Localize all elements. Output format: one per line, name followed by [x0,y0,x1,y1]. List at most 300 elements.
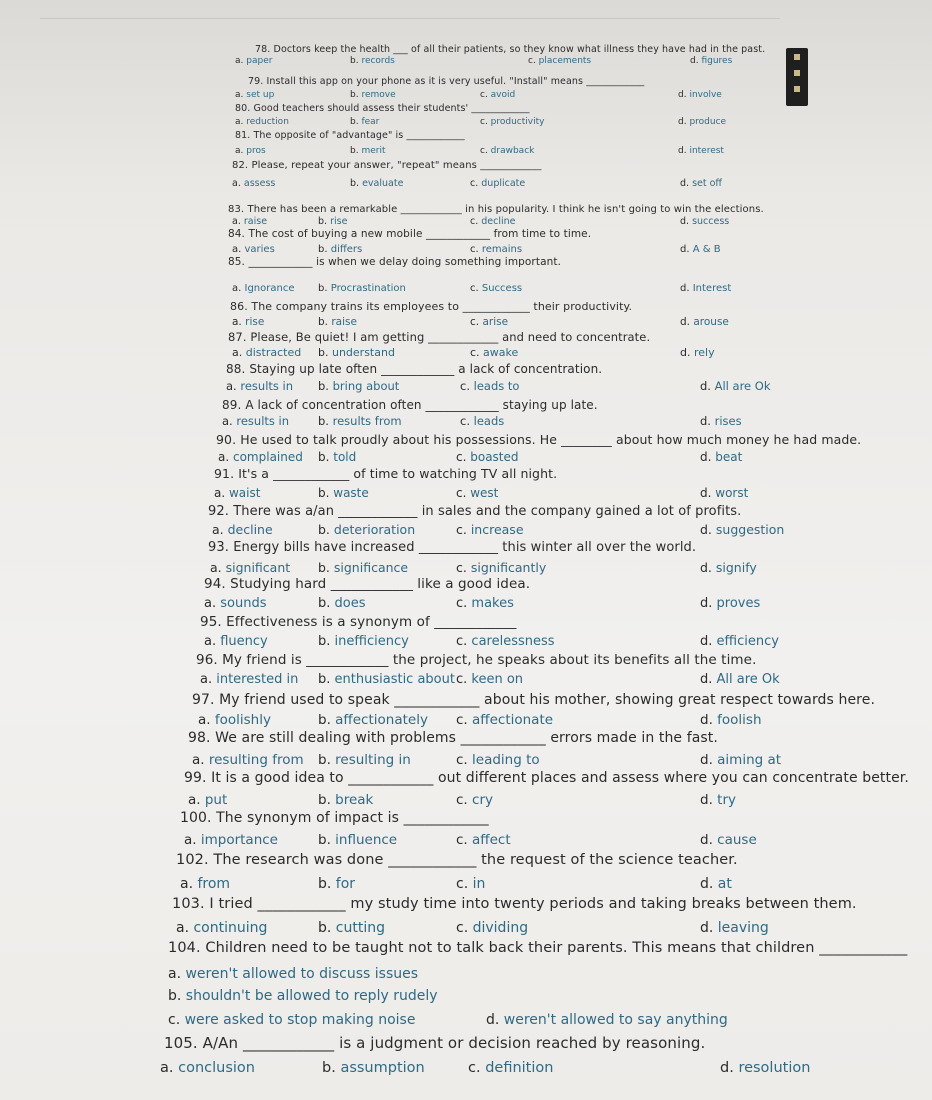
answer-option[interactable] [318,560,408,575]
answer-option[interactable] [318,522,415,537]
answer-option[interactable] [232,216,267,227]
question-stem [200,614,516,630]
answer-option[interactable] [235,56,272,66]
question-stem [235,130,465,141]
option-letter: c. [480,90,491,100]
answer-option[interactable] [678,117,726,127]
answer-option[interactable] [232,346,301,359]
answer-option[interactable] [318,283,406,294]
answer-option[interactable] [318,486,369,500]
question-number: 103. [172,896,210,912]
question-number: 80. [235,103,254,114]
option-text: raise [331,316,357,328]
answer-option[interactable] [192,752,304,768]
option-letter: d. [680,216,693,227]
option-text: records [361,56,395,66]
question-text: Children need to be taught not to talk back their parents. This means that children ____________ [205,940,908,956]
answer-option[interactable] [680,283,731,294]
option-text: drawback [490,146,535,156]
answer-option[interactable] [456,486,498,500]
question-number: 82. [232,160,252,171]
answer-option[interactable] [222,414,289,428]
answer-option[interactable] [468,1060,553,1076]
option-letter: c. [456,596,472,611]
option-text: differs [330,244,363,255]
answer-option[interactable] [184,832,278,848]
question-number: 92. [208,504,234,519]
option-text: does [334,596,366,611]
question-text: The opposite of "advantage" is ____________ [253,130,465,141]
answer-option[interactable] [680,216,729,227]
answer-option[interactable] [700,414,742,428]
option-letter: c. [460,379,474,393]
option-text: deterioration [333,522,416,537]
option-letter: b. [318,216,331,227]
answer-option[interactable] [456,920,528,936]
answer-option[interactable] [470,244,522,255]
answer-option[interactable] [318,672,455,687]
option-letter: a. [235,56,247,66]
question-stem [222,398,598,412]
option-text: dividing [472,920,529,936]
option-text: decline [481,216,516,227]
option-text: results in [240,379,294,393]
option-text: definition [485,1060,554,1076]
option-letter: d. [678,117,690,127]
option-text: efficiency [716,634,779,649]
answer-option[interactable] [470,346,518,359]
option-text: results from [332,414,402,428]
answer-option[interactable] [720,1060,810,1076]
answer-option[interactable] [168,1012,415,1028]
option-letter: a. [232,283,245,294]
option-letter: d. [700,450,716,464]
option-text: break [335,792,374,808]
answer-option[interactable] [700,634,779,649]
option-text: affectionately [335,712,428,728]
question-text: Staying up late often ____________ a lack of concentration. [249,362,603,376]
option-text: waist [228,486,261,500]
question-stem [176,852,738,868]
option-text: west [470,486,499,500]
top-rule [40,18,780,19]
option-letter: b. [318,560,334,575]
answer-option[interactable] [470,178,525,189]
question-stem [168,940,907,956]
option-text: varies [244,244,275,255]
question-number: 104. [168,940,206,956]
option-text: boasted [470,450,519,464]
answer-option[interactable] [168,988,438,1004]
question-text: Good teachers should assess their students' ____________ [253,103,530,114]
answer-option[interactable] [350,178,403,189]
question-stem [255,44,765,55]
answer-option[interactable] [456,876,485,892]
option-letter: c. [460,414,474,428]
option-text: rely [693,346,715,359]
option-letter: c. [456,634,472,649]
answer-option[interactable] [232,316,264,328]
answer-option[interactable] [318,634,409,649]
question-text: A lack of concentration often ____________ staying up late. [245,398,598,412]
option-letter: b. [318,316,332,328]
question-number: 81. [235,130,254,141]
option-letter: a. [176,920,194,936]
option-letter: a. [204,634,221,649]
option-text: carelessness [471,634,555,649]
answer-option[interactable] [480,146,534,156]
answer-option[interactable] [700,832,757,848]
option-letter: b. [350,178,363,189]
option-text: involve [689,90,722,100]
option-text: complained [232,450,303,464]
option-text: interested in [216,672,299,687]
option-text: proves [716,596,761,611]
answer-option[interactable] [486,1012,728,1028]
question-number: 94. [204,576,231,592]
question-number: 85. [228,256,249,268]
answer-option[interactable] [180,876,230,892]
answer-option[interactable] [318,316,357,328]
option-letter: b. [318,522,334,537]
option-text: placements [538,56,592,66]
option-letter: a. [192,752,209,768]
option-letter: c. [480,117,491,127]
answer-option[interactable] [318,596,366,611]
answer-option[interactable] [235,90,274,100]
answer-option[interactable] [700,596,760,611]
option-text: leading to [472,752,540,768]
option-text: worst [715,486,749,500]
option-letter: c. [168,1012,185,1028]
answer-option[interactable] [678,90,722,100]
question-text: I tried ____________ my study time into twenty periods and taking breaks between them. [209,896,857,912]
answer-option[interactable] [680,178,722,189]
option-text: inefficiency [334,634,409,649]
option-text: avoid [490,90,516,100]
option-letter: a. [212,522,228,537]
answer-option[interactable] [214,486,260,500]
answer-option[interactable] [218,450,303,464]
answer-option[interactable] [318,712,428,728]
option-letter: c. [456,672,472,687]
question-number: 99. [184,770,212,786]
answer-option[interactable] [690,56,732,66]
answer-option[interactable] [700,876,732,892]
option-letter: b. [350,56,362,66]
answer-option[interactable] [456,450,519,464]
answer-option[interactable] [235,146,266,156]
option-text: suggestion [715,522,785,537]
answer-option[interactable] [232,178,275,189]
answer-option[interactable] [198,712,271,728]
option-letter: c. [468,1060,486,1076]
option-letter: b. [318,672,335,687]
option-letter: c. [456,450,471,464]
option-text: raise [243,216,268,227]
answer-option[interactable] [210,560,290,575]
answer-option[interactable] [200,672,298,687]
answer-option[interactable] [528,56,591,66]
answer-option[interactable] [226,379,293,393]
option-letter: b. [168,988,186,1004]
option-letter: d. [700,752,718,768]
option-letter: b. [318,450,334,464]
option-letter: d. [700,920,718,936]
answer-option[interactable] [318,244,362,255]
question-number: 78. [255,44,274,55]
option-letter: d. [700,876,718,892]
answer-option[interactable] [160,1060,255,1076]
option-letter: a. [160,1060,179,1076]
question-stem [232,160,541,171]
answer-option[interactable] [470,316,508,328]
answer-option[interactable] [456,560,546,575]
option-text: significant [225,560,291,575]
option-text: duplicate [481,178,526,189]
answer-option[interactable] [460,414,504,428]
answer-option[interactable] [456,596,514,611]
option-letter: c. [456,832,473,848]
answer-option[interactable] [318,876,355,892]
question-number: 86. [230,300,252,313]
option-letter: d. [700,634,717,649]
option-text: resulting in [335,752,411,768]
answer-option[interactable] [322,1060,425,1076]
answer-option[interactable] [470,283,522,294]
option-letter: a. [218,450,233,464]
answer-option[interactable] [700,672,780,687]
answer-option[interactable] [232,283,294,294]
question-text: Energy bills have increased ____________ this winter all over the world. [233,540,697,555]
option-text: assumption [340,1060,425,1076]
option-letter: d. [680,283,693,294]
answer-option[interactable] [700,379,771,393]
option-letter: d. [700,379,715,393]
answer-option[interactable] [456,634,555,649]
answer-option[interactable] [350,90,396,100]
question-stem [208,540,696,555]
option-text: foolish [717,712,762,728]
option-letter: c. [470,178,482,189]
option-letter: c. [528,56,539,66]
option-text: resulting from [208,752,304,768]
option-text: pros [246,146,266,156]
question-text: A/An ____________ is a judgment or decision reached by reasoning. [202,1034,706,1052]
question-number: 105. [164,1034,203,1052]
option-text: arise [482,316,509,328]
option-letter: d. [680,178,693,189]
option-text: importance [200,832,278,848]
option-text: from [197,876,231,892]
question-stem [228,330,650,344]
answer-option[interactable] [204,634,268,649]
answer-option[interactable] [318,792,373,808]
question-number: 98. [188,730,216,746]
option-text: set up [246,90,275,100]
option-text: significance [333,560,409,575]
answer-option[interactable] [204,596,266,611]
option-text: foolishly [214,712,271,728]
option-text: leads to [473,379,520,393]
option-text: signify [715,560,757,575]
option-letter: b. [318,920,336,936]
option-text: interest [689,146,724,156]
answer-option[interactable] [212,522,273,537]
option-letter: b. [318,346,332,359]
question-text: Please, Be quiet! I am getting ____________ and need to concentrate. [250,330,651,344]
answer-option[interactable] [700,920,769,936]
answer-option[interactable] [680,244,721,255]
option-text: awake [483,346,519,359]
option-text: weren't allowed to say anything [503,1012,728,1028]
answer-option[interactable] [318,414,402,428]
option-text: cause [717,832,757,848]
option-letter: d. [486,1012,504,1028]
question-number: 88. [226,362,250,376]
question-text: Please, repeat your answer, "repeat" means ____________ [251,160,542,171]
answer-option[interactable] [700,450,742,464]
option-letter: a. [198,712,215,728]
option-letter: a. [232,178,244,189]
option-letter: b. [318,283,331,294]
answer-option[interactable] [350,146,385,156]
answer-option[interactable] [350,56,395,66]
question-number: 83. [228,204,248,215]
question-text: ____________ is when we delay doing something important. [248,256,562,268]
option-text: at [717,876,732,892]
answer-option[interactable] [700,712,762,728]
answer-option[interactable] [700,560,757,575]
option-letter: a. [214,486,229,500]
answer-option[interactable] [318,346,395,359]
option-text: told [333,450,357,464]
question-stem [172,896,857,912]
binder-tab [786,48,808,106]
option-text: assess [243,178,276,189]
option-text: leads [473,414,505,428]
option-letter: c. [456,792,473,808]
option-text: bring about [332,379,400,393]
answer-option[interactable] [680,316,729,328]
option-letter: a. [232,316,246,328]
option-text: keen on [471,672,524,687]
option-text: set off [692,178,722,189]
option-letter: a. [235,117,247,127]
option-letter: a. [226,379,241,393]
answer-option[interactable] [456,712,553,728]
question-number: 97. [192,692,220,708]
question-text: Install this app on your phone as it is very useful. "Install" means ____________ [266,76,645,87]
answer-option[interactable] [456,792,493,808]
answer-option[interactable] [235,117,289,127]
answer-option[interactable] [232,244,275,255]
answer-option[interactable] [678,146,724,156]
option-text: fear [361,117,380,127]
answer-option[interactable] [700,486,748,500]
answer-option[interactable] [318,450,356,464]
answer-option[interactable] [480,117,544,127]
question-stem [230,300,632,313]
answer-option[interactable] [456,672,523,687]
option-text: put [204,792,228,808]
answer-option[interactable] [480,90,515,100]
question-number: 87. [228,330,251,344]
option-letter: c. [456,486,471,500]
option-text: understand [331,346,395,359]
option-text: All are Ok [716,672,780,687]
question-stem [228,204,764,215]
answer-option[interactable] [680,346,715,359]
option-text: were asked to stop making noise [184,1012,416,1028]
answer-option[interactable] [700,792,736,808]
option-letter: b. [318,379,333,393]
question-number: 89. [222,398,246,412]
option-letter: a. [232,216,244,227]
option-letter: d. [680,244,693,255]
option-text: Procrastination [330,283,406,294]
option-letter: a. [188,792,205,808]
option-letter: d. [700,486,716,500]
question-number: 79. [248,76,267,87]
answer-option[interactable] [456,752,540,768]
answer-option[interactable] [456,832,511,848]
answer-option[interactable] [318,752,411,768]
option-text: paper [246,56,273,66]
answer-option[interactable] [168,966,418,982]
answer-option[interactable] [350,117,379,127]
option-text: Success [481,283,523,294]
answer-option[interactable] [700,522,784,537]
question-stem [180,810,489,826]
option-text: beat [715,450,743,464]
option-letter: d. [680,346,694,359]
question-stem [248,76,644,87]
answer-option[interactable] [470,216,516,227]
answer-option[interactable] [188,792,227,808]
answer-option[interactable] [700,752,781,768]
option-letter: d. [678,90,690,100]
option-text: remove [361,90,396,100]
question-number: 93. [208,540,234,555]
option-text: leaving [717,920,769,936]
option-letter: d. [700,414,715,428]
option-letter: b. [318,634,335,649]
option-text: rise [330,216,348,227]
answer-option[interactable] [456,522,524,537]
answer-option[interactable] [318,832,397,848]
option-text: makes [471,596,514,611]
answer-option[interactable] [176,920,267,936]
question-stem [188,730,718,746]
option-letter: a. [232,244,245,255]
answer-option[interactable] [318,920,385,936]
question-stem [192,692,875,708]
option-text: significantly [470,560,547,575]
option-text: sounds [220,596,267,611]
option-text: in [472,876,486,892]
answer-option[interactable] [318,379,399,393]
option-text: affectionate [472,712,554,728]
option-text: All are Ok [714,379,771,393]
option-text: affect [472,832,511,848]
answer-option[interactable] [318,216,347,227]
question-text: We are still dealing with problems ____________ errors made in the fast. [215,730,718,746]
question-text: Effectiveness is a synonym of ____________ [226,614,517,630]
option-text: produce [689,117,727,127]
answer-option[interactable] [460,379,519,393]
option-letter: c. [456,752,473,768]
